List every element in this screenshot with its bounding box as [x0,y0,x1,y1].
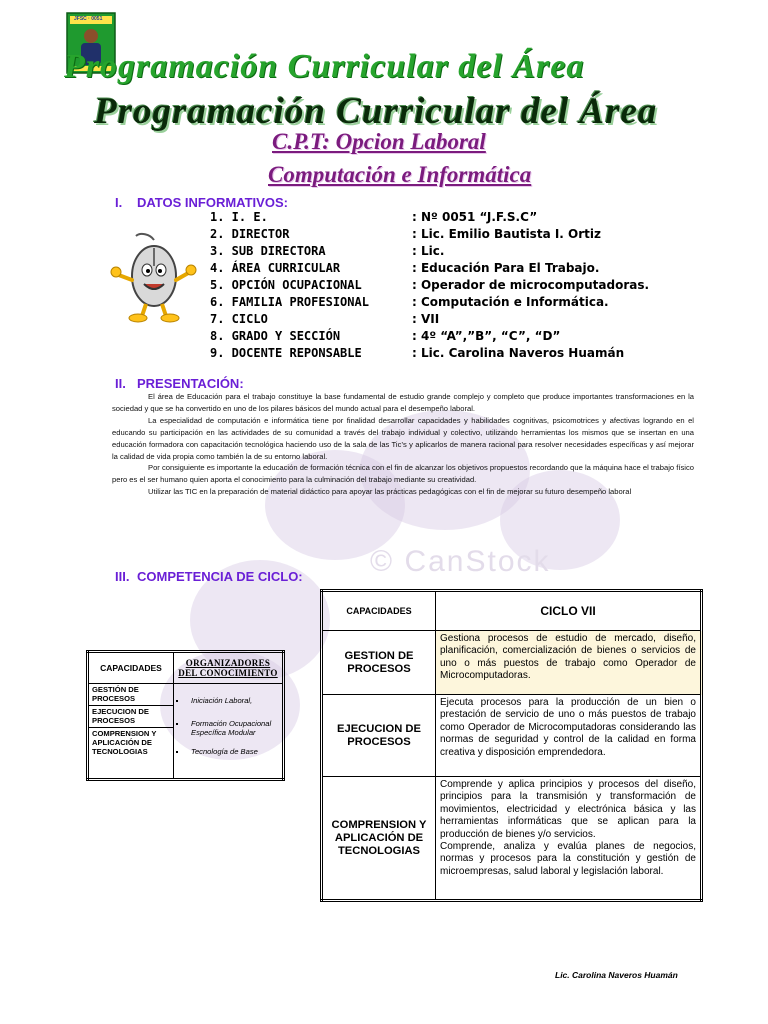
capacity-cell: EJECUCION DE PROCESOS [88,706,174,728]
logo-text: JFSC · 0051 [74,16,103,22]
header-organizadores: ORGANIZADORES DEL CONOCIMIENTO [174,652,284,684]
section-3-number: III. [115,569,130,584]
organizers-table [86,650,285,781]
table-row [322,695,702,777]
section-1-title [115,195,288,210]
info-label: 3. SUB DIRECTORA [210,244,326,258]
section-1-label: DATOS INFORMATIVOS: [137,195,288,210]
description-cell [436,695,702,777]
header-capacidades: CAPACIDADES [322,591,436,631]
info-label: 8. GRADO Y SECCIÓN [210,329,341,343]
section-1-number: I. [115,195,123,210]
mouse-mascot-illustration [110,232,198,324]
page-title: Programación Curricular del Área [94,91,658,132]
capacity-cell: COMPRENSION Y APLICACIÓN DE TECNOLOGIAS [322,777,436,901]
info-label: 5. OPCIÓN OCUPACIONAL [210,278,362,292]
info-value: : Lic. Emilio Bautista I. Ortiz [412,227,601,241]
info-value: : Nº 0051 “J.F.S.C” [412,210,538,224]
paragraph: La especialidad de computación e informática tiene por finalidad desarrollar capacidades y habilidades cognitivas, psicomotrices y afectivas logrando en el educando su participación en las actividades de su comunidad a través del trabajo individual y colectivo, utilizando herramientas los mismos que se insertan en una educación formadora con capacitación tecnológica haciendo uso de la sala de las Tic’s y aplicarlos de manera racional para resolver necesidades específicas y así mejorar la calidad de vida propia como también la de su entorno laboral. [112,415,694,461]
section-2-title [115,376,244,391]
table-row [322,777,702,901]
info-value: : VII [412,312,440,326]
info-label: 9. DOCENTE REPONSABLE [210,346,362,360]
organizer-item: ▪ Iniciación Laboral, [187,696,279,705]
section-2-label: PRESENTACIÓN: [137,376,244,391]
info-value: : Lic. [412,244,445,258]
header-capacidades: CAPACIDADES [88,652,174,684]
table-header-row [322,591,702,631]
description-text: Comprende, analiza y evalúa planes de negocios, normas y procesos para la constitución y gestión de microempresas, salud laboral y legislación laboral. [440,841,696,877]
presentation-text [112,391,694,498]
info-value: : Lic. Carolina Naveros Huamán [412,346,625,360]
info-label: 6. FAMILIA PROFESIONAL [210,295,369,309]
description-text: Comprende y aplica principios y procesos del diseño, principios para la transmisión y transformación de movimientos, electricidad y electrónica básica y las herramientas informáticas que se aplican para la producción de bienes y/o servicios. [440,779,696,840]
section-3-label: COMPETENCIA DE CICLO: [137,569,303,584]
info-value: : Operador de microcomputadoras. [412,278,650,292]
organizer-item: ▪ Tecnología de Base [187,747,279,756]
description-cell [436,777,702,901]
info-label: 2. DIRECTOR [210,227,290,241]
section-2-number: II. [115,376,126,391]
watermark-text: © CanStock [370,545,551,578]
info-label: 1. I. E. [210,210,268,224]
subtitle-opcion-laboral: C.P.T: Opcion Laboral [272,129,486,154]
info-label: 7. CICLO [210,312,268,326]
section-3-title [115,569,303,584]
capacity-cell: GESTIÓN DE PROCESOS [88,684,174,706]
capacity-cell: EJECUCION DE PROCESOS [322,695,436,777]
capacity-cell: GESTION DE PROCESOS [322,631,436,695]
info-value: : 4º “A”,”B”, “C”, “D” [412,329,561,343]
paragraph: El área de Educación para el trabajo constituye la base fundamental de estudio grande complejo y completo que produce importantes transformaciones en la sociedad y que se ha convertido en uno de los pilares básicos del mundo actual para el desempeño laboral. [112,392,694,413]
table-row [322,631,702,695]
ciclo-table [320,589,703,902]
description-cell [436,631,702,695]
paragraph: Por consiguiente es importante la educación de formación técnica con el fin de alcanzar los objetivos propuestos recordando que la máquina hace el trabajo físico pero es el ser humano quien aporta el conocimiento para la culminación del trabajo mediante su creatividad. [112,463,694,485]
table-header-row [88,652,284,684]
organizers-cell [174,684,284,780]
description-text: Ejecuta procesos para la producción de un bien o prestación de servicio de uno o más puestos de trabajo como Operador de Microcomputadoras considerando las normas de seguridad y control de la calidad en forma creativa y disposición emprendedora. [440,697,696,758]
description-text: Gestiona procesos de estudio de mercado, diseño, planificación, comercialización de bienes o servicios de uno o más puestos de trabajo como Operador de Microcomputadoras. [440,633,696,682]
footer-signature: Lic. Carolina Naveros Huamán [555,970,678,980]
header-ciclo: CICLO VII [436,591,702,631]
organizer-item: ▪ Formación Ocupacional Específica Modular [187,719,279,737]
table-row [88,684,284,706]
paragraph: Utilizar las TIC en la preparación de material didáctico para apoyar las prácticas pedagógicas con el fin de mejorar su futuro desempeño laboral [148,487,632,497]
info-value: : Computación e Informática. [412,295,609,309]
info-label: 4. ÁREA CURRICULAR [210,261,341,275]
page-title-shadow: Programación Curricular del Área [64,48,585,85]
info-value: : Educación Para El Trabajo. [412,261,600,275]
subtitle-computacion: Computación e Informática [268,162,532,187]
capacity-cell: COMPRENSION Y APLICACIÓN DE TECNOLOGIAS [88,728,174,780]
